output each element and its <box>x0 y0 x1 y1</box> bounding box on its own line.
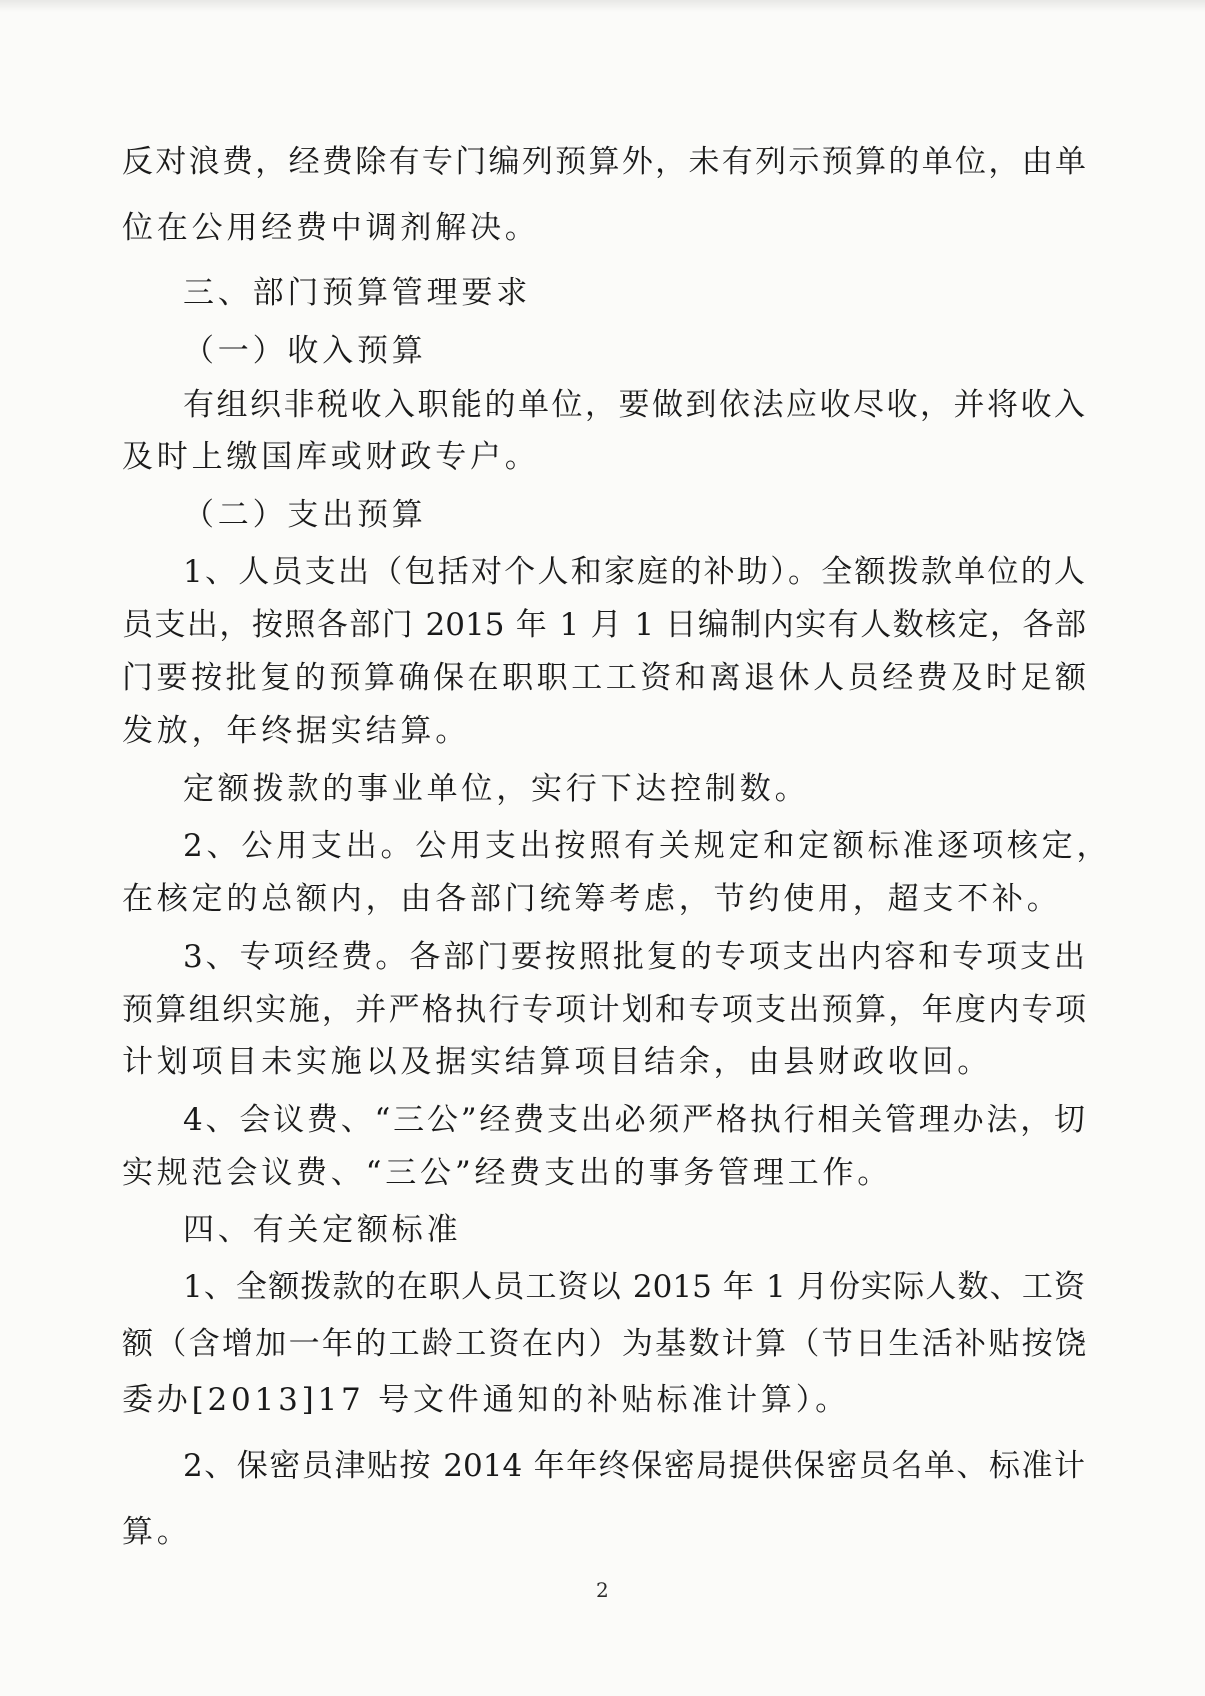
text-line-21: 1、全额拨款的在职人员工资以 2015 年 1 月份实际人数、工资 <box>183 1269 1085 1305</box>
text-line-24: 2、保密员津贴按 2014 年年终保密局提供保密员名单、标准计 <box>183 1448 1085 1484</box>
text-line-18: 4、会议费、“三公”经费支出必须严格执行相关管理办法，切 <box>183 1102 1085 1138</box>
text-line-15: 3、专项经费。各部门要按照批复的专项支出内容和专项支出 <box>183 939 1085 975</box>
text-line-11: 发放，年终据实结算。 <box>122 713 470 749</box>
text-line-6: 及时上缴国库或财政专户。 <box>122 439 540 475</box>
scan-top-edge <box>0 0 1205 12</box>
text-line-23: 委办[2013]17 号文件通知的补贴标准计算）。 <box>122 1382 850 1418</box>
text-line-16: 预算组织实施，并严格执行专项计划和专项支出预算，年度内专项 <box>122 992 1086 1028</box>
text-line-12: 定额拨款的事业单位，实行下达控制数。 <box>183 771 810 807</box>
text-line-19: 实规范会议费、“三公”经费支出的事务管理工作。 <box>122 1155 893 1191</box>
text-line-14: 在核定的总额内，由各部门统筹考虑，节约使用，超支不补。 <box>122 881 1062 917</box>
text-line-25: 算。 <box>122 1514 192 1550</box>
text-line-10: 门要按批复的预算确保在职职工工资和离退休人员经费及时足额 <box>122 660 1086 696</box>
text-line-5: 有组织非税收入职能的单位，要做到依法应收尽收，并将收入 <box>183 387 1085 423</box>
text-line-8: 1、人员支出（包括对个人和家庭的补助）。全额拨款单位的人 <box>183 554 1085 590</box>
subsection-heading-expenditure: （二）支出预算 <box>183 497 427 533</box>
section-heading-4: 四、有关定额标准 <box>183 1212 462 1248</box>
text-line-22: 额（含增加一年的工龄工资在内）为基数计算（节日生活补贴按饶 <box>122 1326 1086 1362</box>
text-line-17: 计划项目未实施以及据实结算项目结余，由县财政收回。 <box>122 1044 992 1080</box>
subsection-heading-income: （一）收入预算 <box>183 333 427 369</box>
text-line-9: 员支出，按照各部门 2015 年 1 月 1 日编制内实有人数核定，各部 <box>122 607 1086 643</box>
page-number: 2 <box>596 1578 609 1602</box>
text-line-2: 位在公用经费中调剂解决。 <box>122 210 540 246</box>
text-line-13: 2、公用支出。公用支出按照有关规定和定额标准逐项核定， <box>183 828 1112 864</box>
section-heading-3: 三、部门预算管理要求 <box>183 275 531 311</box>
text-line-1: 反对浪费，经费除有专门编列预算外，未有列示预算的单位，由单 <box>122 144 1086 180</box>
